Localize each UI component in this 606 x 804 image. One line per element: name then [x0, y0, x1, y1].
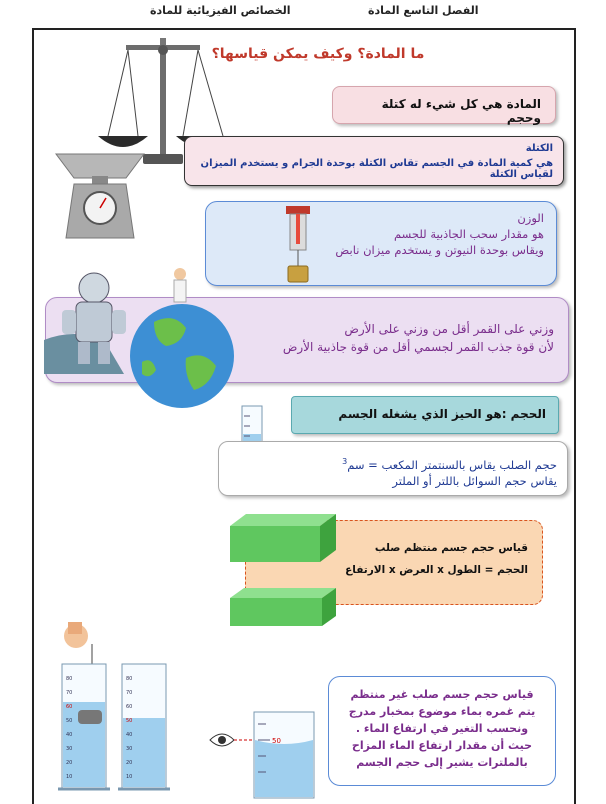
weight-title: الوزن: [517, 211, 544, 225]
cyl2-mark-10: 10: [126, 774, 133, 780]
displacement-cylinders-image: [56, 622, 176, 794]
volume-definition-box: [291, 396, 559, 434]
cyl1-mark-80: 80: [66, 676, 73, 682]
cyl2-mark-20: 20: [126, 760, 133, 766]
green-block-top-image: [226, 512, 340, 564]
earth-globe-image: [124, 262, 240, 410]
regular-solid-title: قياس حجم جسم منتظم صلب: [374, 542, 528, 554]
matter-definition-text: المادة هي كل شيء له كتلة وحجم: [381, 97, 541, 125]
irregular-solid-box: [328, 676, 556, 786]
irregular-line-2: يتم غمره بماء موضوع بمخبار مدرج: [348, 705, 536, 718]
weight-line-2: ويقاس بوحدة النيوتن و يستخدم ميزان نابض: [335, 243, 544, 257]
cyl1-mark-50: 50: [66, 718, 73, 724]
mass-box: [184, 136, 564, 186]
cyl1-mark-10: 10: [66, 774, 73, 780]
eye-reading-cylinder-image: [208, 708, 332, 800]
solid-volume-units: حجم الصلب يقاس بالسنتمتر المكعب = سم: [347, 457, 557, 472]
irregular-line-4: حيث أن مقدار ارتفاع الماء المزاح: [351, 739, 533, 752]
liquid-volume-units: يقاس حجم السوائل باللتر أو الملتر: [392, 473, 557, 488]
moon-line-2: لأن قوة جذب القمر لجسمي أقل من قوة جاذبية الأرض: [282, 340, 554, 354]
cubic-exponent: 3: [342, 457, 348, 466]
irregular-line-1: قياس حجم جسم صلب غير منتظم: [350, 688, 534, 701]
cyl2-mark-70: 70: [126, 690, 133, 696]
cyl1-mark-40: 40: [66, 732, 73, 738]
cyl2-mark-60: 60: [126, 704, 133, 710]
mass-description: هي كمية المادة في الجسم تقاس الكتلة بوحدة الجرام و يستخدم الميزان لقياس الكتلة: [200, 158, 553, 180]
grade-subject-header: الفصل التاسع المادة: [368, 4, 479, 17]
irregular-line-5: بالملترات يشير إلى حجم الجسم: [356, 756, 528, 769]
kitchen-scale-image: [52, 148, 148, 242]
volume-definition-text: الحجم :هو الحيز الذي يشغله الجسم: [338, 407, 546, 421]
cyl1-mark-20: 20: [66, 760, 73, 766]
volume-formula: الحجم = الطول x العرض x الارتفاع: [345, 564, 528, 576]
zoom-mark-50: 50: [272, 737, 281, 745]
spring-scale-image: [280, 206, 316, 284]
weight-box: [205, 201, 557, 286]
moon-line-1: وزني على القمر أقل من وزني على الأرض: [344, 322, 554, 336]
cyl2-mark-80: 80: [126, 676, 133, 682]
cyl2-mark-40: 40: [126, 732, 133, 738]
volume-units-box: [218, 441, 568, 496]
green-block-bottom-image: [226, 586, 340, 628]
unit-title-header: الخصائص الفيزيائية للمادة: [150, 4, 291, 17]
cyl2-mark-30: 30: [126, 746, 133, 752]
irregular-line-3: ونحسب التغير في ارتفاع الماء .: [355, 722, 529, 735]
cyl1-mark-60: 60: [66, 704, 73, 710]
cyl2-mark-50: 50: [126, 718, 133, 724]
page-title: ما المادة؟ وكيف يمكن قياسها؟: [211, 46, 425, 62]
cyl1-mark-70: 70: [66, 690, 73, 696]
matter-definition-box: [332, 86, 556, 124]
weight-line-1: هو مقدار سحب الجاذبية للجسم: [394, 227, 544, 241]
cyl1-mark-30: 30: [66, 746, 73, 752]
mass-title: الكتلة: [525, 143, 553, 154]
